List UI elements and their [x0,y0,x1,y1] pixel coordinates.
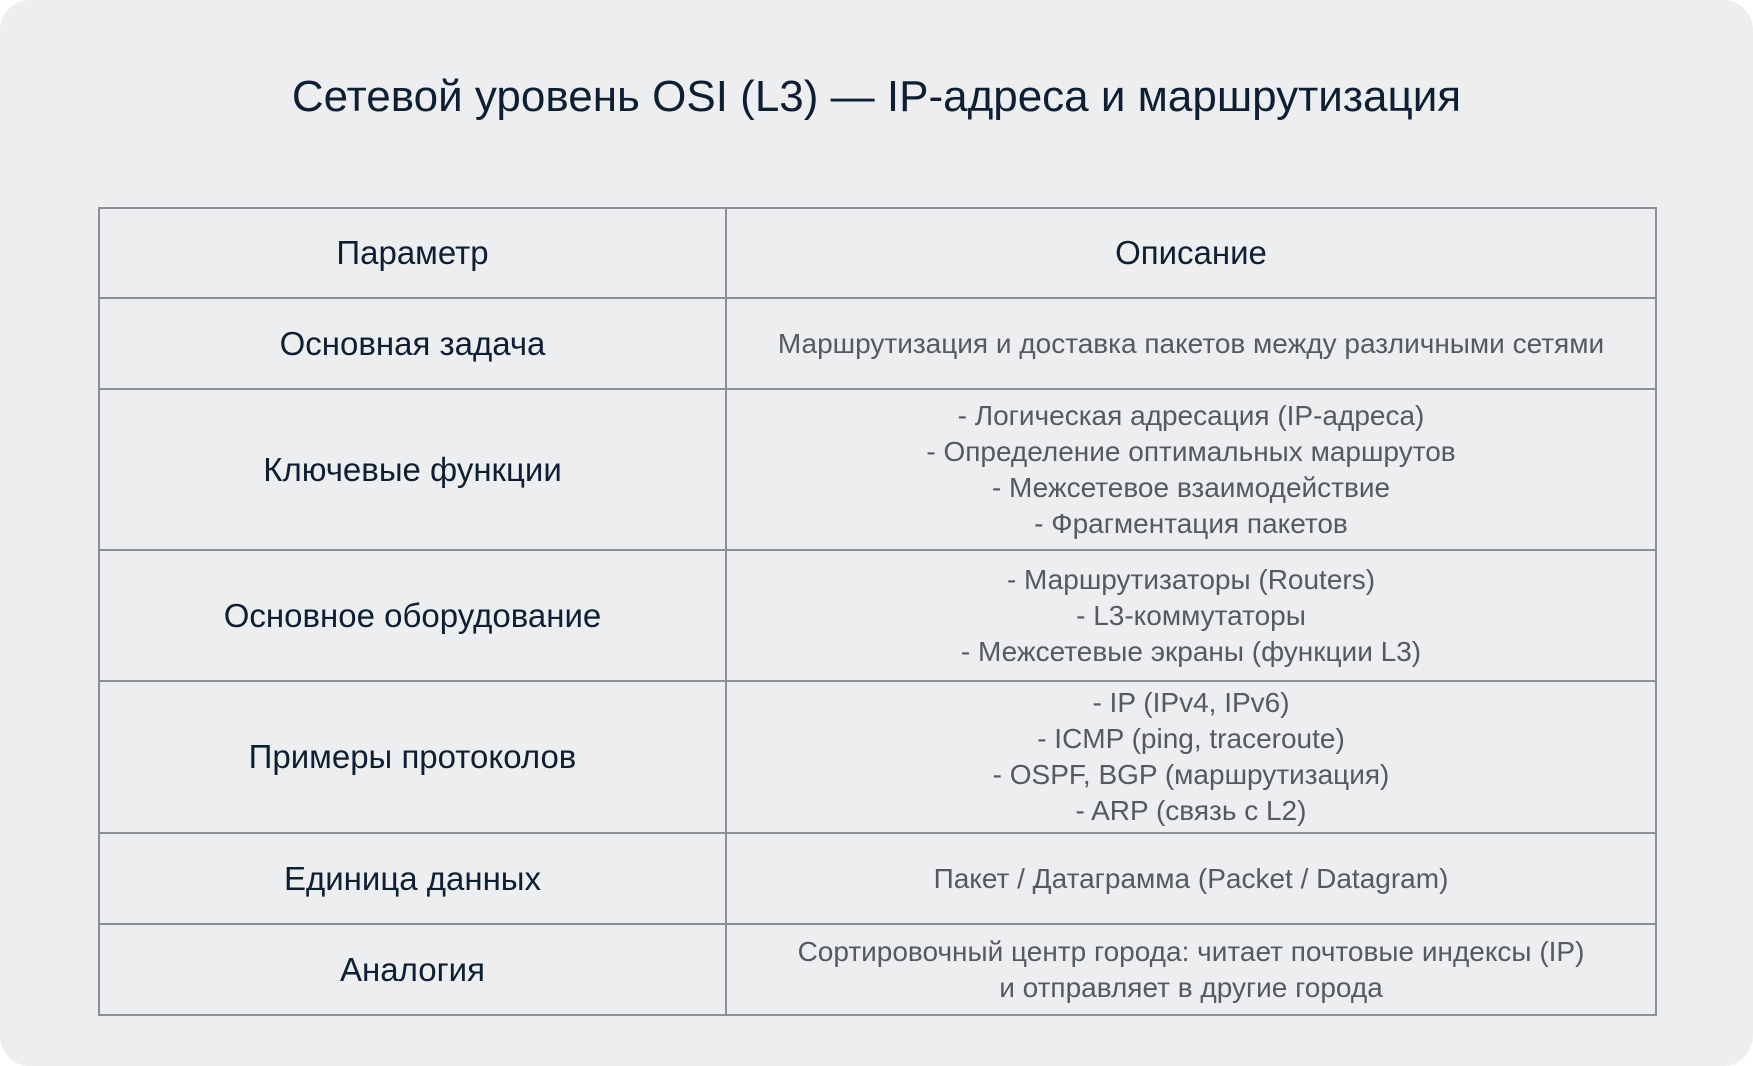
row-parameter: Единица данных [99,833,726,924]
table-row [99,298,1656,389]
table-row [99,833,1656,924]
row-parameter: Примеры протоколов [99,681,726,833]
row-description [726,389,1656,550]
description-line: - Маршрутизаторы (Routers) [1006,563,1376,595]
table-header-row [99,208,1656,298]
description-line: - OSPF, BGP (маршрутизация) [992,759,1390,790]
description-line: и отправляет в другие города [999,971,1383,1003]
description-line: - IP (IPv4, IPv6) [1092,687,1290,718]
description-line: Маршрутизация и доставка пакетов между различными сетями [777,327,1605,359]
row-parameter: Основное оборудование [99,550,726,681]
description-line: - Межсетевые экраны (функции L3) [960,635,1422,667]
description-line: - ARP (связь с L2) [1075,795,1307,826]
row-parameter: Основная задача [99,298,726,389]
column-header-parameter: Параметр [99,208,726,298]
column-header-description: Описание [726,208,1656,298]
description-line: - Логическая адресация (IP-адреса) [957,399,1425,431]
page-title: Сетевой уровень OSI (L3) — IP-адреса и маршрутизация [291,72,1462,121]
description-line: - L3-коммутаторы [1076,599,1306,631]
info-table [98,207,1657,1016]
row-description [726,298,1656,389]
description-line: Пакет / Датаграмма (Packet / Datagram) [933,862,1449,894]
table-row [99,681,1656,833]
row-parameter: Ключевые функции [99,389,726,550]
row-description [726,924,1656,1015]
row-parameter: Аналогия [99,924,726,1015]
table-row [99,550,1656,681]
description-line: - Межсетевое взаимодействие [991,471,1391,503]
row-description [726,681,1656,833]
row-description [726,550,1656,681]
table-row [99,389,1656,550]
row-description [726,833,1656,924]
description-line: - Фрагментация пакетов [1034,507,1348,539]
description-line: - Определение оптимальных маршрутов [926,435,1456,467]
description-line: - ICMP (ping, traceroute) [1037,723,1345,754]
description-line: Сортировочный центр города: читает почтовые индексы (IP) [797,935,1585,967]
table-row [99,924,1656,1015]
